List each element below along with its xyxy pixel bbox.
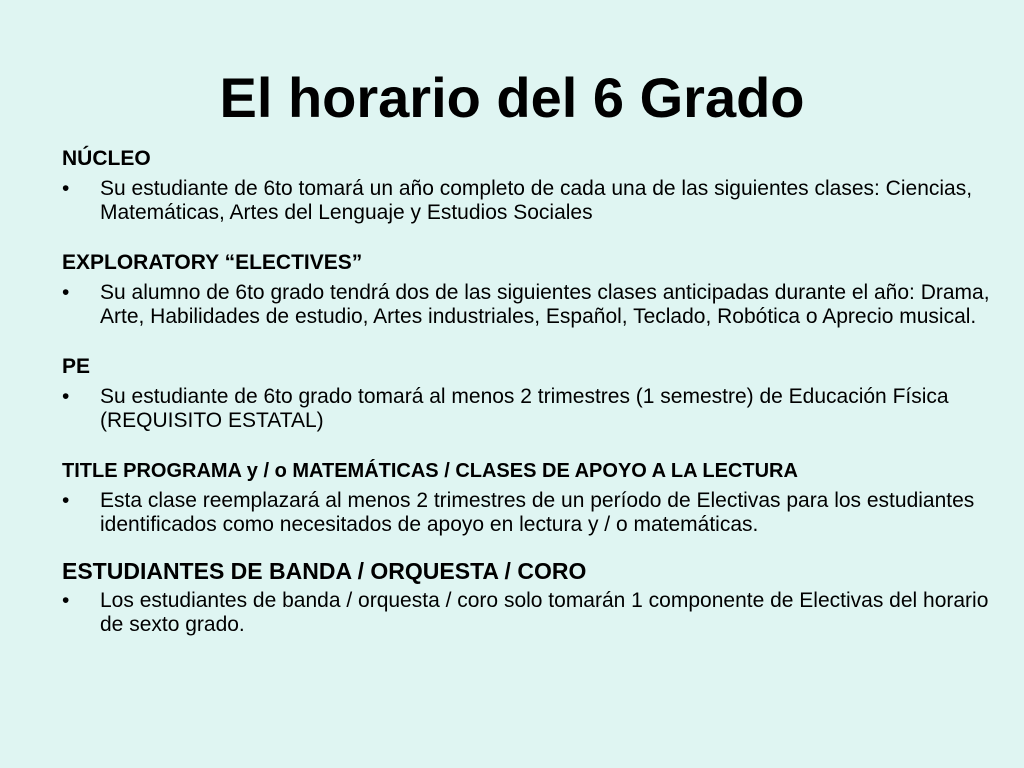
bullet-marker: • <box>62 177 70 200</box>
section-pe <box>62 354 1002 433</box>
bullet-item-title-programa <box>62 489 1002 537</box>
bullet-text-electives: Su alumno de 6to grado tendrá dos de las siguientes clases anticipadas durante el año: Drama, Arte, Habilidades de estudio, Artes industriales, Español, Teclado, Robótica o Aprecio musical. <box>100 281 990 328</box>
section-banda <box>62 558 1002 637</box>
section-heading-pe: PE <box>62 355 91 378</box>
bullet-item-pe <box>62 385 1002 433</box>
bullet-item-electives <box>62 281 1002 329</box>
section-heading-nucleo: NÚCLEO <box>62 147 151 170</box>
bullet-item-nucleo <box>62 177 1002 225</box>
section-heading-title-programa: TITLE PROGRAMA y / o MATEMÁTICAS / CLASES DE APOYO A LA LECTURA <box>62 460 798 482</box>
bullet-marker: • <box>62 385 70 408</box>
section-nucleo <box>62 146 1002 225</box>
bullet-item-banda <box>62 589 1002 637</box>
slide-content <box>62 146 1002 637</box>
section-title-programa <box>62 458 1002 537</box>
bullet-text-pe: Su estudiante de 6to grado tomará al menos 2 trimestres (1 semestre) de Educación Física (REQUISITO ESTATAL) <box>100 385 949 432</box>
bullet-text-banda: Los estudiantes de banda / orquesta / coro solo tomarán 1 componente de Electivas del horario de sexto grado. <box>100 589 989 636</box>
section-electives <box>62 250 1002 329</box>
bullet-marker: • <box>62 281 70 304</box>
bullet-text-title-programa: Esta clase reemplazará al menos 2 trimestres de un período de Electivas para los estudiantes identificados como necesitados de apoyo en lectura y / o matemáticas. <box>100 489 975 536</box>
bullet-marker: • <box>62 589 70 612</box>
bullet-text-nucleo: Su estudiante de 6to tomará un año completo de cada una de las siguientes clases: Ciencias, Matemáticas, Artes del Lenguaje y Estudios Sociales <box>100 177 973 224</box>
section-heading-electives: EXPLORATORY “ELECTIVES” <box>62 251 363 274</box>
slide-title: El horario del 6 Grado <box>219 66 805 129</box>
section-heading-banda: ESTUDIANTES DE BANDA / ORQUESTA / CORO <box>62 558 587 584</box>
bullet-marker: • <box>62 489 70 512</box>
